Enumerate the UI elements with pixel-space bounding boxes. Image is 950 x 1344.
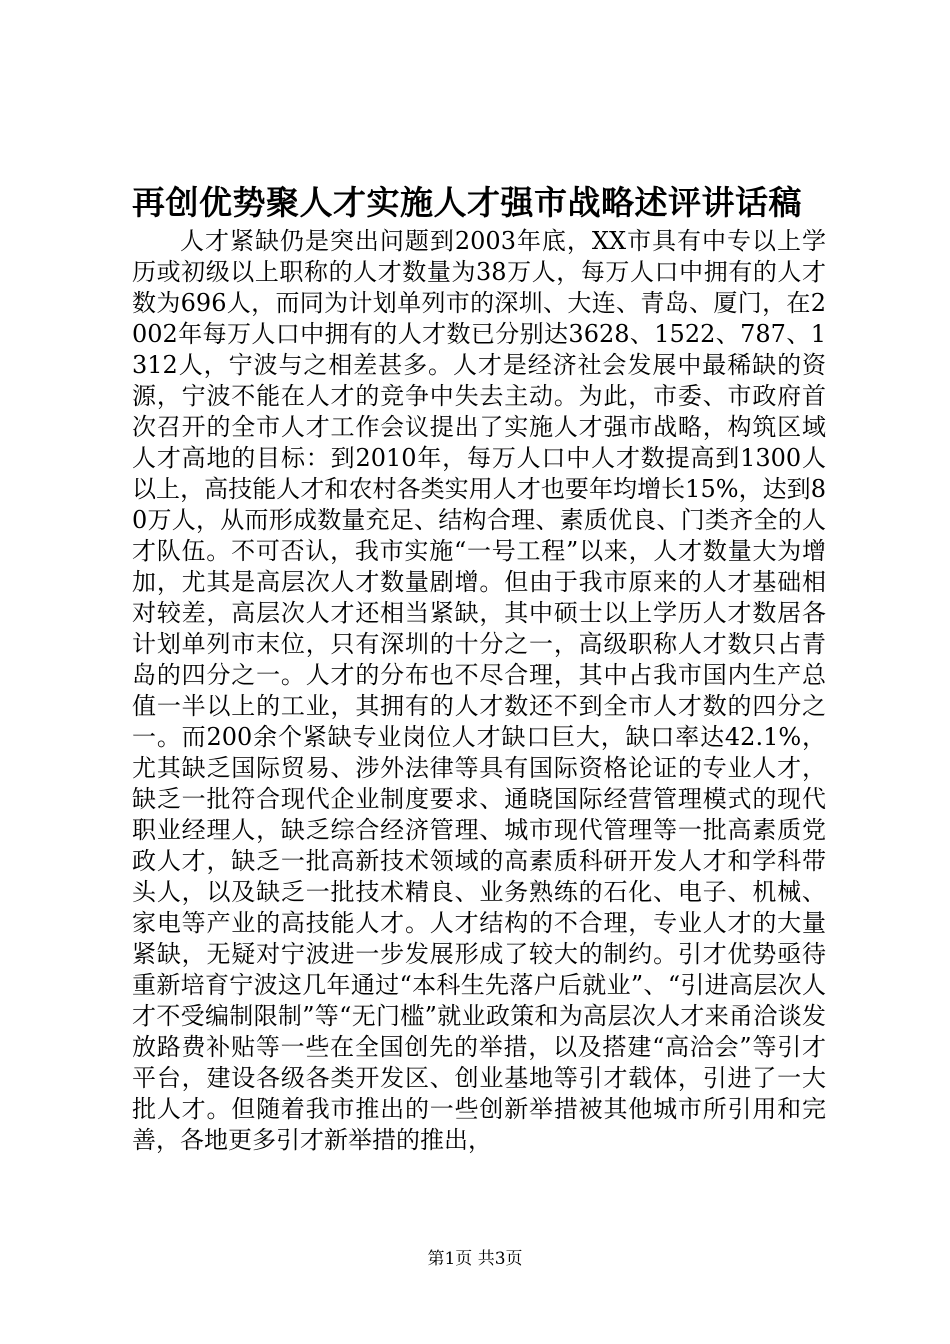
document-title: 再创优势聚人才实施人才强市战略述评讲话稿	[132, 183, 802, 222]
document-body-paragraph: 人才紧缺仍是突出问题到2003年底，XX市具有中专以上学历或初级以上职称的人才数量为38万人，每万人口中拥有的人才数为696人，而同为计划单列市的深圳、大连、青岛、厦门，在2002年每万人口中拥有的人才数已分别达3628、1522、787、1312人，宁波与之相差甚多。人才是经济社会发展中最稀缺的资源，宁波不能在人才的竞争中失去主动。为此，市委、市政府首次召开的全市人才工作会议提出了实施人才强市战略，构筑区域人才高地的目标：到2010年，每万人口中人才数提高到1300人以上，高技能人才和农村各类实用人才也要年均增长15%，达到80万人，从而形成数量充足、结构合理、素质优良、门类齐全的人才队伍。不可否认，我市实施“一号工程”以来，人才数量大为增加，尤其是高层次人才数量剧增。但由于我市原来的人才基础相对较差，高层次人才还相当紧缺，其中硕士以上学历人才数居各计划单列市末位，只有深圳的十分之一，高级职称人才数只占青岛的四分之一。人才的分布也不尽合理，其中占我市国内生产总值一半以上的工业，其拥有的人才数还不到全市人才数的四分之一。而200余个紧缺专业岗位人才缺口巨大，缺口率达42.1%，尤其缺乏国际贸易、涉外法律等具有国际资格论证的专业人才，缺乏一批符合现代企业制度要求、通晓国际经营管理模式的现代职业经理人，缺乏综合经济管理、城市现代管理等一批高素质党政人才，缺乏一批高新技术领域的高素质科研开发人才和学科带头人，以及缺乏一批技术精良、业务熟练的石化、电子、机械、家电等产业的高技能人才。人才结构的不合理，专业人才的大量紧缺，无疑对宁波进一步发展形成了较大的制约。引才优势亟待重新培育宁波这几年通过“本科生先落户后就业”、“引进高层次人才不受编制限制”等“无门槛”就业政策和为高层次人才来甬洽谈发放路费补贴等一些在全国创先的举措，以及搭建“高洽会”等引才平台，建设各级各类开发区、创业基地等引才载体，引进了一大批人才。但随着我市推出的一些创新举措被其他城市所引用和完善，各地更多引才新举措的推出，	[132, 227, 826, 1154]
page-number-footer: 第1页 共3页	[427, 1249, 523, 1269]
